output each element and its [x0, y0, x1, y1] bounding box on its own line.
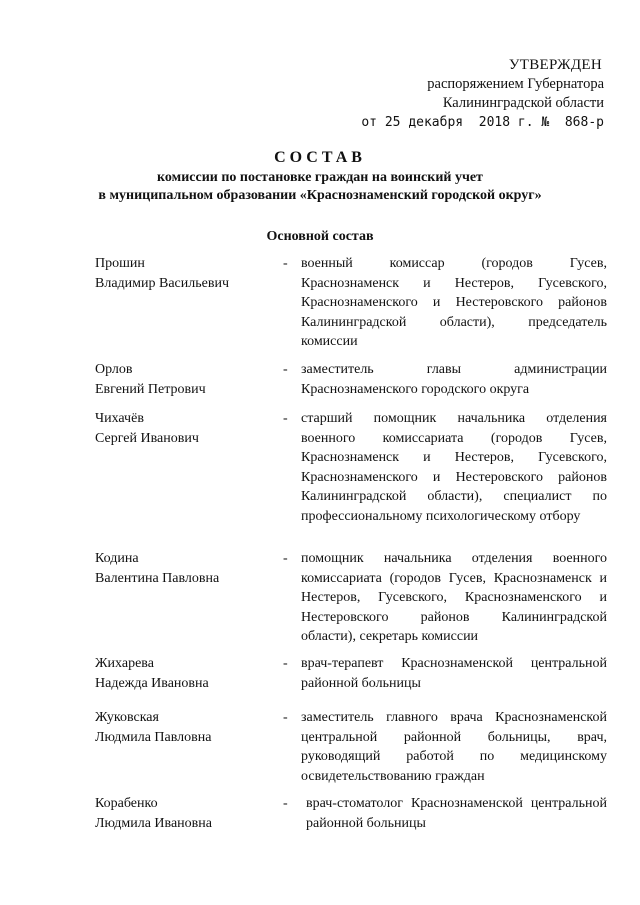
member-surname: Кодина	[95, 551, 139, 566]
member-surname: Прошин	[95, 256, 145, 271]
member-given-name: Надежда Ивановна	[95, 675, 209, 691]
member-name	[95, 654, 285, 693]
member-name	[95, 360, 285, 399]
member-given-name: Владимир Васильевич	[95, 275, 229, 291]
member-name	[95, 254, 285, 293]
dash-separator: -	[283, 796, 288, 811]
approval-line-2: Калининградской области	[442, 95, 604, 111]
dash-separator: -	[283, 656, 288, 671]
member-surname: Чихачёв	[95, 411, 144, 426]
member-role: врач-терапевт Краснознаменской центральной районной больницы	[301, 656, 607, 691]
title-line-1: комиссии по постановке граждан на воинский учет	[157, 170, 483, 185]
member-name	[95, 549, 285, 588]
member-surname: Жихарева	[95, 656, 154, 671]
member-name	[95, 409, 285, 448]
member-given-name: Сергей Иванович	[95, 430, 199, 446]
dash-separator: -	[283, 256, 288, 271]
document-title	[0, 147, 640, 205]
member-surname: Корабенко	[95, 796, 158, 811]
dash-separator: -	[283, 710, 288, 725]
member-given-name: Людмила Павловна	[95, 729, 212, 745]
member-given-name: Людмила Ивановна	[95, 815, 212, 831]
approval-stamp	[344, 56, 604, 132]
member-role: военный комиссар (городов Гусев, Краснознаменск и Нестеров, Гусевского, Краснознаменского и Нестеровского районов Калининградской области), председатель комиссии	[301, 256, 607, 349]
approval-heading: УТВЕРЖДЕН	[508, 57, 602, 73]
dash-separator: -	[283, 551, 288, 566]
member-name	[95, 794, 285, 833]
member-surname: Орлов	[95, 362, 133, 377]
member-role: помощник начальника отделения военного комиссариата (городов Гусев, Краснознаменск и Нестеров, Гусевского, Краснознаменского и Нестеровского районов Калининградской области), секретарь комиссии	[301, 551, 607, 644]
member-given-name: Валентина Павловна	[95, 570, 220, 586]
member-role: старший помощник начальника отделения военного комиссариата (городов Гусев, Краснознаменск и Нестеров, Гусевского, Краснознаменского и Нестеровского районов Калининградской области), специалист по профессиональному психологическому отбору	[301, 411, 607, 524]
member-surname: Жуковская	[95, 710, 159, 725]
section-title: Основной состав	[266, 229, 374, 244]
approval-date-line: от 25 декабря 2018 г. № 868-р	[361, 115, 604, 130]
dash-separator: -	[283, 362, 288, 377]
title-line-2: в муниципальном образовании «Краснознаменский городской округ»	[98, 188, 542, 203]
member-role: заместитель главы администрации Краснознаменского городского округа	[301, 362, 607, 397]
member-role: заместитель главного врача Краснознаменской центральной районной больницы, врач, руководящий работой по медицинскому освидетельствованию граждан	[301, 710, 607, 784]
title-main: СОСТАВ	[274, 149, 366, 166]
member-name	[95, 708, 285, 747]
member-role: врач-стоматолог Краснознаменской центральной районной больницы	[306, 796, 607, 831]
dash-separator: -	[283, 411, 288, 426]
member-given-name: Евгений Петрович	[95, 381, 206, 397]
approval-line-1: распоряжением Губернатора	[427, 76, 604, 92]
